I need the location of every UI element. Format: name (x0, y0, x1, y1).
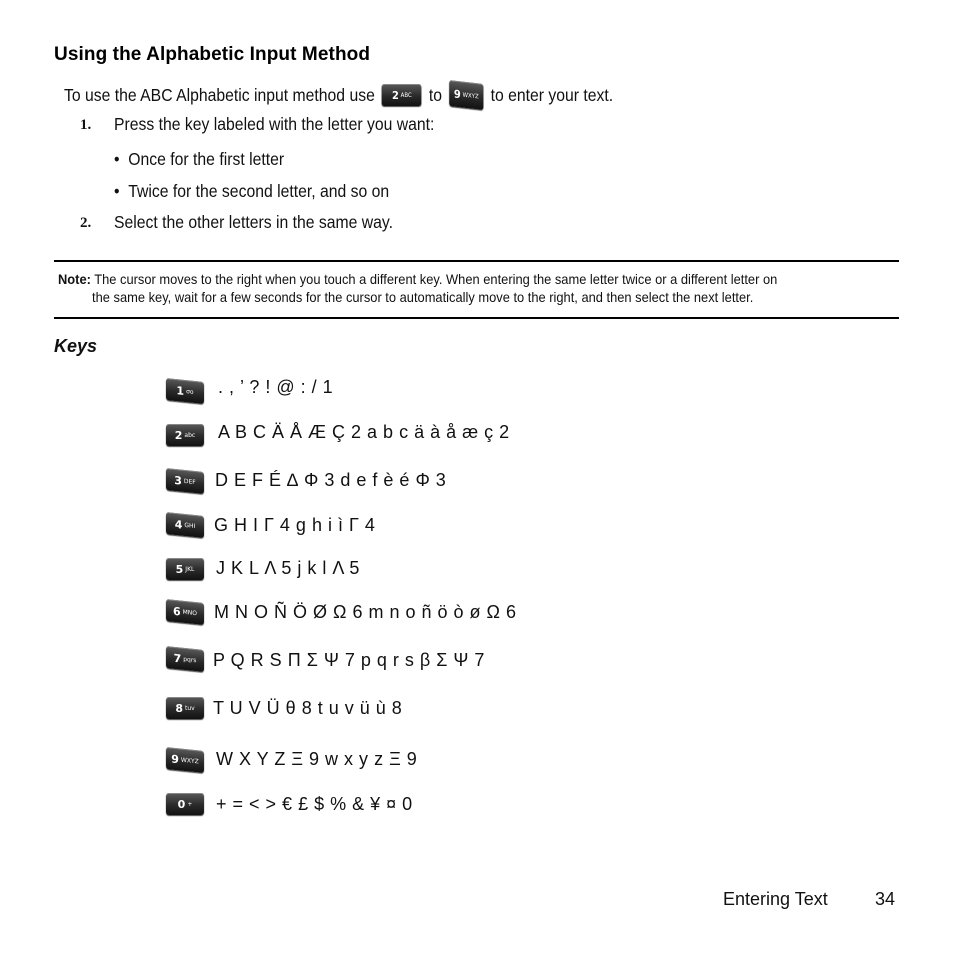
bullet-text: Once for the first letter (128, 149, 285, 169)
note-box (58, 270, 831, 306)
bullet-dot: • (114, 149, 129, 169)
key-digit: 2 (174, 428, 183, 442)
note-bottom-rule (54, 317, 899, 319)
key-1-characters: . , ’ ? ! @ : / 1 (218, 377, 334, 397)
key-7-icon (166, 646, 204, 672)
key-3-characters: D E F É ∆ Φ 3 d e f è é Φ 3 (215, 470, 447, 490)
key-2-abc-icon (382, 84, 422, 106)
key-letters: JKL (185, 565, 195, 573)
key-letters: + (187, 800, 193, 808)
note-top-rule (54, 260, 899, 262)
key-letters: DEF (183, 477, 196, 486)
footer-page-number: 34 (875, 889, 896, 909)
key-letters: abc (184, 431, 196, 439)
key-letters: MNO (182, 608, 198, 617)
step-text: Press the key labeled with the letter you want: (114, 114, 435, 134)
key-letters: tuv (184, 704, 195, 712)
key-digit: 2 (391, 88, 399, 102)
intro-text-before: To use the ABC Alphabetic input method use (64, 84, 375, 105)
intro-text-after: to enter your text. (490, 84, 614, 105)
key-letters: pqrs (183, 655, 197, 664)
intro-text-middle: to (428, 84, 442, 105)
bullet-item (114, 181, 389, 202)
step-number: 2. (80, 215, 92, 231)
key-5-characters: J K L Λ 5 j k l Λ 5 (216, 558, 360, 578)
key-5-icon (166, 558, 204, 580)
key-letters: WXYZ (462, 91, 479, 100)
key-3-icon (166, 468, 204, 494)
bullet-text: Twice for the second letter, and so on (128, 181, 390, 201)
key-letters: σο (186, 387, 194, 396)
key-1-icon (166, 378, 204, 404)
note-label: Note: (58, 271, 91, 287)
key-2-icon (166, 424, 204, 446)
key-2-characters: A B C Ä Å Æ Ç 2 a b c ä à å æ ç 2 (218, 422, 510, 442)
key-digit: 0 (177, 797, 186, 811)
key-digit: 6 (172, 604, 181, 619)
step-text: Select the other letters in the same way. (114, 212, 393, 232)
key-9-characters: W X Y Z Ξ 9 w x y z Ξ 9 (216, 749, 418, 769)
key-4-icon (166, 512, 204, 538)
key-0-characters: + = < > € £ $ % & ¥ ¤ 0 (216, 794, 413, 814)
key-6-icon (166, 599, 204, 625)
key-7-characters: P Q R S Π Σ Ψ 7 p q r s β Σ Ψ 7 (213, 650, 485, 670)
note-line-1: The cursor moves to the right when you touch a different key. When entering the same letter twice or a different letter on (94, 271, 778, 287)
key-letters: ABC (400, 91, 412, 99)
key-digit: 3 (174, 473, 182, 488)
key-digit: 9 (171, 752, 179, 766)
key-0-icon (166, 793, 204, 815)
intro-sentence (64, 82, 613, 108)
key-digit: 5 (175, 562, 184, 576)
section-heading: Using the Alphabetic Input Method (54, 44, 371, 65)
key-digit: 8 (175, 701, 183, 715)
key-4-characters: G H I Γ 4 g h i ì Γ 4 (214, 515, 376, 535)
key-letters: WXYZ (180, 756, 199, 765)
bullet-item (114, 149, 284, 170)
key-letters: GHI (184, 521, 196, 530)
note-line-2: the same key, wait for a few seconds for the cursor to automatically move to the right, and then select the next letter. (92, 289, 754, 305)
step-number: 1. (80, 117, 92, 133)
key-digit: 7 (173, 651, 182, 666)
key-6-characters: M N O Ñ Ö Ø Ω 6 m n o ñ ö ò ø Ω 6 (214, 602, 517, 622)
bullet-dot: • (114, 181, 129, 201)
keys-heading: Keys (54, 336, 98, 356)
key-9-wxyz-icon (449, 80, 483, 110)
key-8-icon (166, 697, 204, 719)
key-digit: 4 (174, 517, 183, 532)
key-digit: 9 (453, 87, 461, 101)
key-8-characters: T U V Ü θ 8 t u v ü ù 8 (213, 698, 403, 718)
key-digit: 1 (176, 383, 185, 398)
key-9-icon (166, 747, 204, 773)
footer-section-title: Entering Text (723, 889, 828, 909)
